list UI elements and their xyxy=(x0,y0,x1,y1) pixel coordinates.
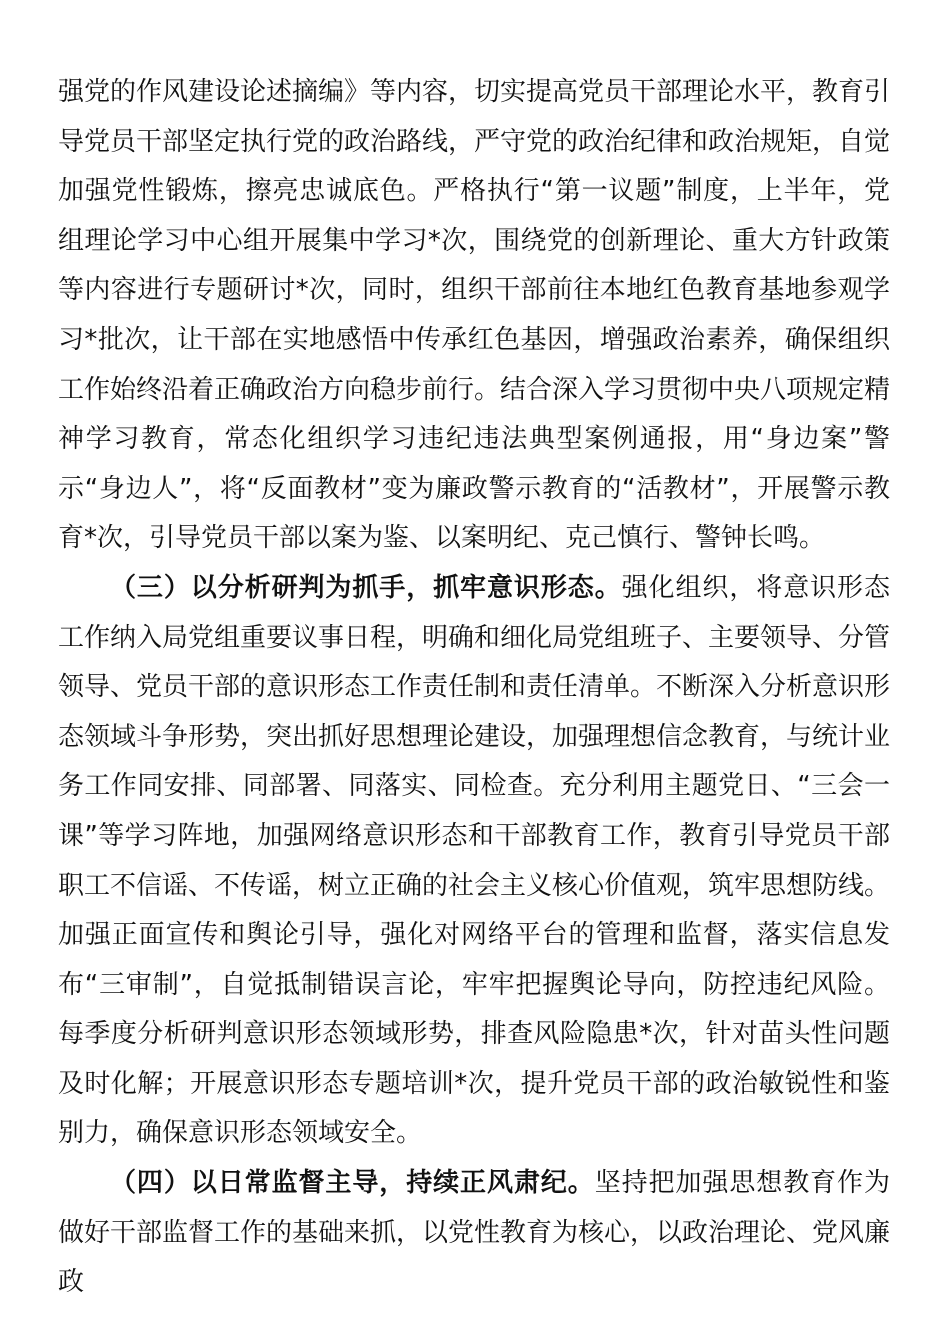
document-page xyxy=(58,68,890,1308)
section-ideology xyxy=(58,564,890,1159)
section-ideology-heading: （三）以分析研判为抓手，抓牢意识形态。 xyxy=(110,572,622,603)
section-supervision-heading: （四）以日常监督主导，持续正风肃纪。 xyxy=(110,1168,595,1199)
paragraph-theory-study: 强党的作风建设论述摘编》等内容，切实提高党员干部理论水平，教育引导党员干部坚定执行党的政治路线，严守党的政治纪律和政治规矩，自觉加强党性锻炼，擦亮忠诚底色。严格执行“第一议题”制度，上半年，党组理论学习中心组开展集中学习*次，围绕党的创新理论、重大方针政策等内容进行专题研讨*次，同时，组织干部前往本地红色教育基地参观学习*批次，让干部在实地感悟中传承红色基因，增强政治素养，确保组织工作始终沿着正确政治方向稳步前行。结合深入学习贯彻中央八项规定精神学习教育，常态化组织学习违纪违法典型案例通报，用“身边案”警示“身边人”，将“反面教材”变为廉政警示教育的“活教材”，开展警示教育*次，引导党员干部以案为鉴、以案明纪、克己慎行、警钟长鸣。 xyxy=(58,77,891,554)
section-supervision xyxy=(58,1159,890,1308)
section-supervision-body: 坚持把加强思想教育作为做好干部监督工作的基础来抓，以党性教育为核心，以政治理论、党风廉政 xyxy=(58,1168,891,1298)
section-ideology-body: 强化组织，将意识形态工作纳入局党组重要议事日程，明确和细化局党组班子、主要领导、分管领导、党员干部的意识形态工作责任制和责任清单。不断深入分析意识形态领域斗争形势，突出抓好思想理论建设，加强理想信念教育，与统计业务工作同安排、同部署、同落实、同检查。充分利用主题党日、“三会一课”等学习阵地，加强网络意识形态和干部教育工作，教育引导党员干部职工不信谣、不传谣，树立正确的社会主义核心价值观，筑牢思想防线。加强正面宣传和舆论引导，强化对网络平台的管理和监督，落实信息发布“三审制”，自觉抵制错误言论，牢牢把握舆论导向，防控违纪风险。每季度分析研判意识形态领域形势，排查风险隐患*次，针对苗头性问题及时化解；开展意识形态专题培训*次，提升党员干部的政治敏锐性和鉴别力，确保意识形态领域安全。 xyxy=(58,572,891,1149)
